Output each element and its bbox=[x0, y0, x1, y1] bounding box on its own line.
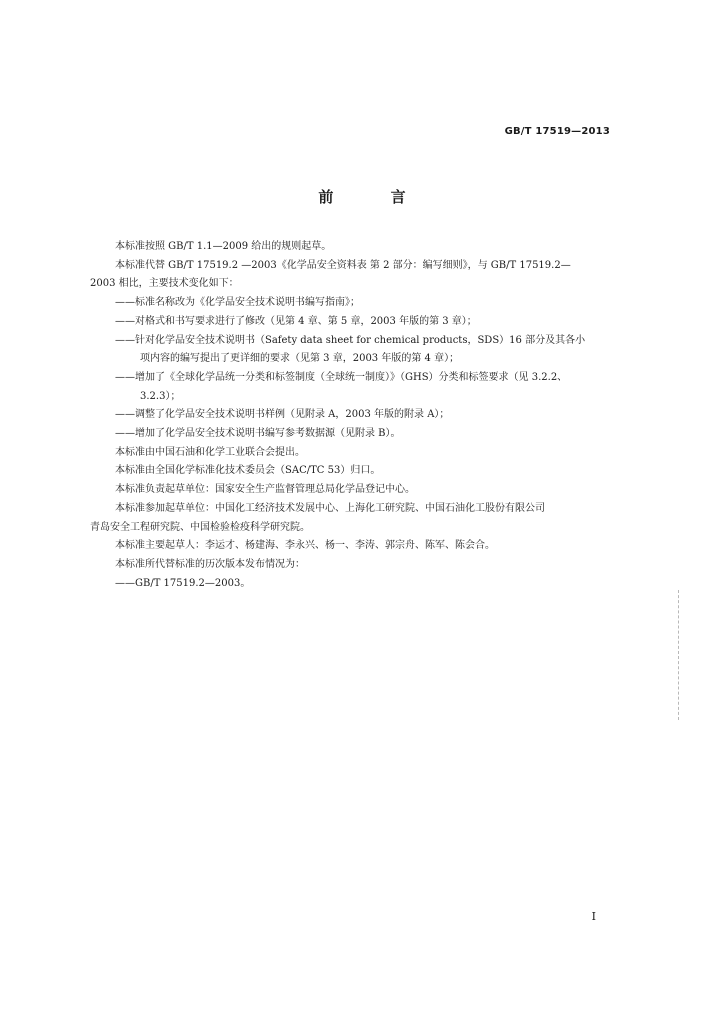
foreword-line: 本标准由中国石油和化学工业联合会提出。 bbox=[115, 446, 305, 458]
foreword-line: 本标准按照 GB/T 1.1—2009 给出的规则起草。 bbox=[115, 241, 332, 252]
standard-code: GB/T 17519—2013 bbox=[504, 126, 610, 137]
scan-edge-mark bbox=[678, 590, 680, 720]
change-item-continuation: 3.2.3）； bbox=[140, 390, 181, 402]
change-item: ——针对化学品安全技术说明书（Safety data sheet for chemical products，SDS）16 部分及其各小 bbox=[115, 334, 586, 346]
foreword-line: 本标准所代替标准的历次版本发布情况为： bbox=[115, 558, 305, 570]
change-item: ——对格式和书写要求进行了修改（见第 4 章、第 5 章，2003 年版的第 3 章）； bbox=[115, 315, 477, 327]
page-number: I bbox=[591, 910, 596, 923]
page-title: 前 言 bbox=[318, 188, 432, 206]
foreword-line: 青岛安全工程研究院、中国检验检疫科学研究院。 bbox=[90, 521, 310, 533]
change-item: ——调整了化学品安全技术说明书样例（见附录 A，2003 年版的附录 A）； bbox=[115, 409, 450, 421]
change-item: ——增加了《全球化学品统一分类和标签制度（全球统一制度）》（GHS）分类和标签要求（见 3.2.2、 bbox=[115, 371, 568, 383]
change-item-continuation: 项内容的编写提出了更详细的要求（见第 3 章，2003 年版的第 4 章）； bbox=[140, 353, 460, 365]
change-item: ——标准名称改为《化学品安全技术说明书编写指南》； bbox=[115, 297, 360, 309]
foreword-body bbox=[90, 238, 614, 593]
change-item: ——GB/T 17519.2—2003。 bbox=[115, 577, 251, 589]
change-item: ——增加了化学品安全技术说明书编写参考数据源（见附录 B）。 bbox=[115, 428, 401, 440]
foreword-line: 2003 相比，主要技术变化如下： bbox=[90, 278, 239, 290]
foreword-line: 本标准代替 GB/T 17519.2 —2003《化学品安全资料表 第 2 部分：编写细则》，与 GB/T 17519.2— bbox=[115, 259, 571, 271]
foreword-line: 本标准参加起草单位：中国化工经济技术发展中心、上海化工研究院、中国石油化工股份有限公司 bbox=[115, 502, 545, 514]
foreword-line: 本标准主要起草人：李运才、杨建海、李永兴、杨一、李涛、郭宗舟、陈军、陈会合。 bbox=[115, 540, 495, 552]
foreword-line: 本标准负责起草单位：国家安全生产监督管理总局化学品登记中心。 bbox=[115, 484, 415, 496]
foreword-line: 本标准由全国化学标准化技术委员会（SAC/TC 53）归口。 bbox=[115, 465, 381, 477]
